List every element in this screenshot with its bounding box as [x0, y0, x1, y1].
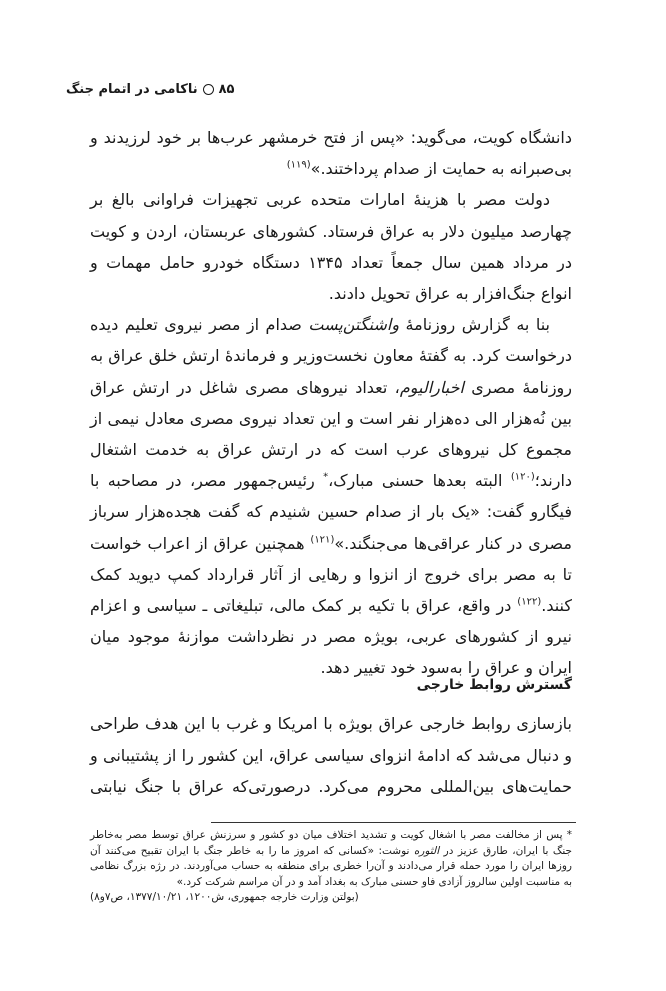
running-header	[60, 79, 606, 99]
footnote-divider	[211, 822, 576, 823]
paragraph-text: بنا به گزارش روزنامهٔ	[399, 315, 550, 335]
paragraph-text: در واقع، عراق با تکیه بر کمک مالی، تبلیغاتی ـ سیاسی و اعزام نیرو از کشورهای عربی، بویژه مصر در نظرداشت موازنهٔ موجود میان ایران و عراق را به‌سود خود تغییر دهد.	[90, 596, 572, 678]
section-paragraph: بازسازی روابط خارجی عراق بویژه با امریکا و غرب با این هدف طراحی و دنبال می‌شد که ادامهٔ انزوای سیاسی عراق، این کشور را از پشتیبانی و حمایت‌های بین‌المللی محروم می‌کرد. درصورتی‌که عراق با جنگ نیابتی	[90, 714, 572, 796]
paragraph-text: همچنین عراق از اعراب خواست تا به مصر برای خروج از انزوا و رهایی از آثار قرارداد کمپ دیوید کمک کنند.	[90, 533, 572, 616]
citation-122: (۱۲۲)	[517, 596, 542, 608]
paragraph-text: البته بعدها حسنی مبارک،	[328, 471, 511, 491]
citation-120: (۱۲۰)	[510, 471, 535, 483]
paragraph-text: دولت مصر با هزینهٔ امارات متحده عربی تجهیزات فراوانی بالغ بر چهارصد میلیون دلار به عراق فرستاد. کشورهای عربستان، اردن و کویت در مرداد همین سال جمعاً تعداد ۱۳۴۵ دستگاه خودرو حامل مهمات و انواع جنگ‌افزار به عراق تحویل دادند.	[90, 190, 572, 304]
paragraph-2	[90, 184, 572, 309]
footnote-source: (بولتن وزارت خارجه جمهوری، ش۱۲۰۰، ۱۳۷۷/۱۰/۲۱، ص۷و۸)	[90, 891, 359, 904]
section-heading: گسترش روابط خارجی	[416, 677, 572, 693]
footnote	[90, 828, 572, 906]
citation-121: (۱۲۱)	[310, 534, 335, 546]
footnote-text: نوشت: «کسانی که امروز ما را به خاطر جنگ با ایران تقبیح می‌کنند آن روزها ایران را مورد حمله قرار می‌دادند و آن‌را خطری برای منطقه به حساب می‌آوردند. در رژه بزرگ نظامی به مناسبت اولین سالروز آزادی فاو حسنی مبارک به بغداد آمد و در آن مراسم شرکت کرد.»	[90, 844, 572, 888]
body-text	[90, 122, 572, 684]
paragraph-text: صدام از مصر نیروی تعلیم دیده درخواست کرد. به گفتهٔ معاون نخست‌وزیر و فرماندهٔ ارتش خلق عراق به روزنامهٔ مصری	[90, 315, 573, 397]
page-number: ۸۵	[218, 81, 235, 97]
paragraph-1	[90, 122, 572, 184]
chapter-title: ناکامی در اتمام جنگ	[66, 81, 198, 97]
paragraph-text: رئیس‌جمهور مصر، در مصاحبه با فیگارو گفت: «یک بار از صدام حسین شنیدم که گفت هجده‌هزار سرباز مصری در کنار عراقی‌ها می‌جنگند.»	[90, 471, 572, 553]
footnote-text: پس از مخالفت مصر با اشغال کویت و تشدید اختلاف میان دو کشور و سرزنش عراق توسط مصر به‌خاطر جنگ با ایران، طارق عزیز در	[90, 829, 572, 857]
paragraph-text: ، تعداد نیروهای مصری شاغل در ارتش عراق بین نُه‌هزار الی ده‌هزار نفر است و این تعداد نیروی مصری معادل نیمی از مجموع کل نیروهای عرب است که در ارتش عراق به خدمت اشتغال دارند؛	[90, 377, 573, 491]
paragraph-text: دانشگاه کویت، می‌گوید: «پس از فتح خرمشهر عرب‌ها بر خود لرزیدند و بی‌صبرانه به حمایت از صدام پرداختند.»	[90, 128, 572, 179]
paragraph-3	[90, 309, 572, 683]
newspaper-name: الثوره	[413, 844, 440, 857]
newspaper-name: اخبارالیوم	[399, 377, 464, 397]
footnote-marker: *	[566, 829, 572, 841]
citation-119: (۱۱۹)	[286, 159, 311, 171]
newspaper-name: واشنگتن‌پست	[308, 315, 400, 335]
footnote-marker: *	[323, 471, 329, 483]
circle-separator-icon	[203, 84, 214, 95]
